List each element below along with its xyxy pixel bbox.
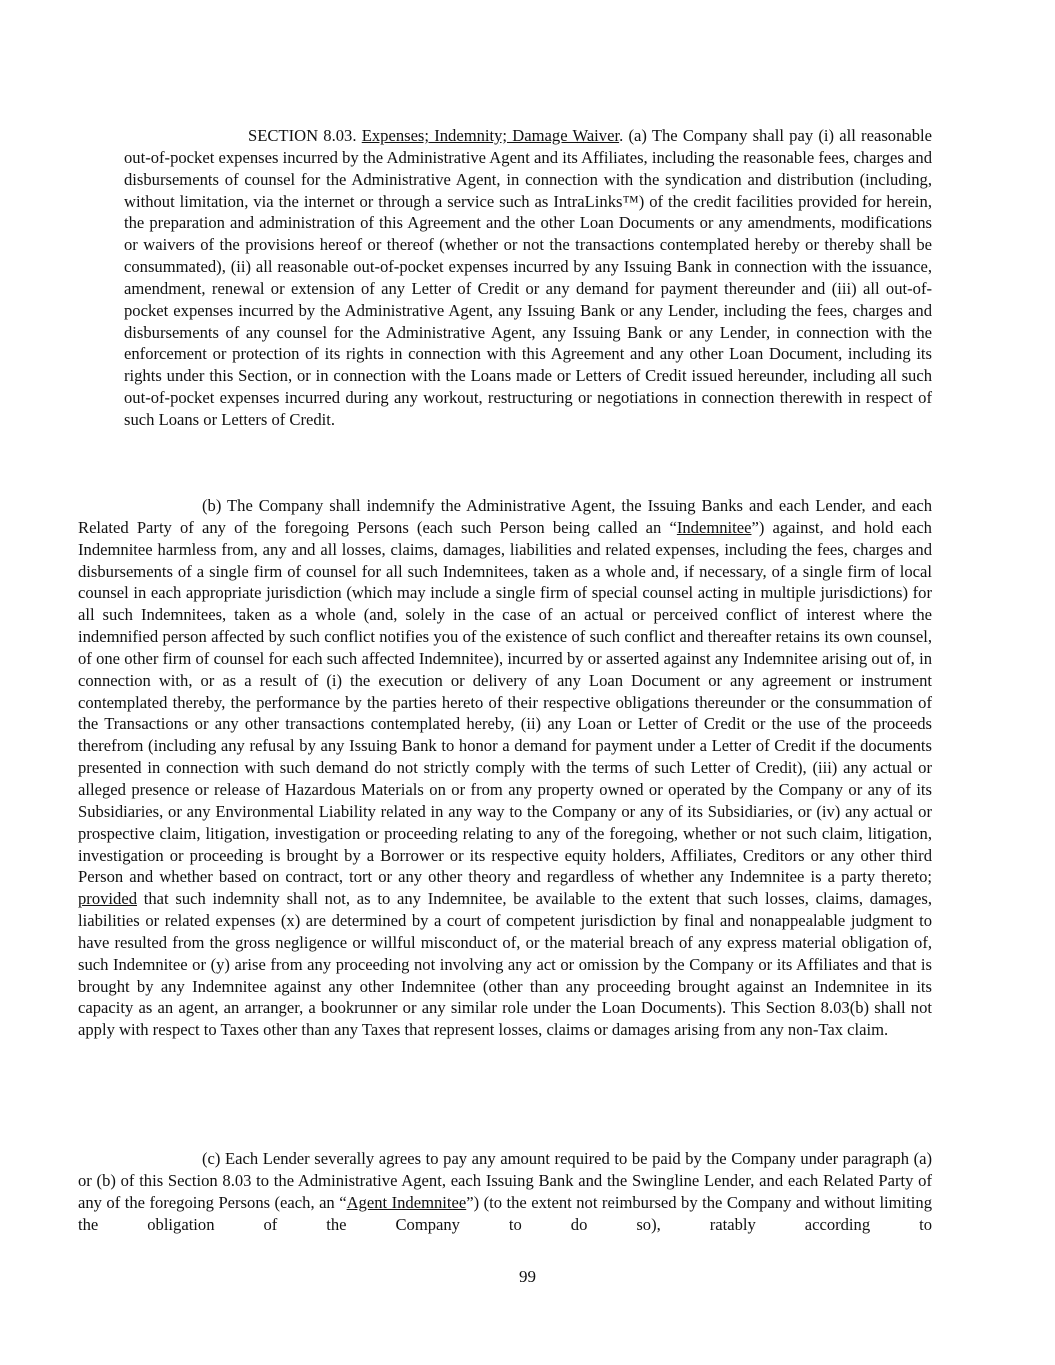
defined-term-agent-indemnitee: Agent Indemnitee [346, 1192, 467, 1212]
paragraph-section-8-03-c [78, 1148, 932, 1235]
paragraph-b-text-3: that such indemnity shall not, as to any Indemnitee, be available to the extent that such losses, claims, damages, liabilities or related expenses (x) are determined by a court of competent jurisdiction by final and nonappealable judgment to have resulted from the gross negligence or willful misconduct of, or the material breach of any express material obligation of, such Indemnitee or (y) arise from any proceeding not involving any act or omission by the Company or its Affiliates and that is brought by any Indemnitee against any other Indemnitee (other than any proceeding brought against an Indemnitee in its capacity as an agent, an arranger, a bookrunner or any similar role under the Loan Documents). This Section 8.03(b) shall not apply with respect to Taxes other than any Taxes that represent losses, claims or damages arising from any non-Tax claim. [78, 889, 932, 1040]
paragraph-section-8-03-a [124, 125, 932, 431]
defined-term-indemnitee: Indemnitee [676, 517, 752, 537]
page-number: 99 [519, 1267, 536, 1286]
paragraph-section-8-03-b [78, 495, 932, 1041]
section-title: Expenses; Indemnity; Damage Waiver [361, 126, 620, 145]
paragraph-a-label: . (a) [619, 126, 652, 145]
proviso-term: provided [78, 889, 137, 909]
paragraph-b-text-2: ”) against, and hold each Indemnitee harmless from, any and all losses, claims, damages, liabilities and related expenses, including the fees, charges and disbursements of a single firm of counsel for all such Indemnitees, taken as a whole and, if necessary, of a single firm of local counsel in each appropriate jurisdiction (which may include a single firm of special counsel acting in multiple jurisdictions) for all such Indemnitees, taken as a whole (and, solely in the case of an actual or perceived conflict of interest where the indemnified person affected by such conflict notifies you of the existence of such conflict and thereafter retains its own counsel, of one other firm of counsel for each such affected Indemnitee), incurred by or asserted against any Indemnitee arising out of, in connection with, or as a result of (i) the execution or delivery of any Loan Document or any agreement or instrument contemplated thereby, the performance by the parties hereto of their respective obligations thereunder or the consummation of the Transactions or any other transactions contemplated hereby, (ii) any Loan or Letter of Credit or the use of the proceeds therefrom (including any refusal by any Issuing Bank to honor a demand for payment under a Letter of Credit if the documents presented in connection with such demand do not strictly comply with the terms of such Letter of Credit), (iii) any actual or alleged presence or release of Hazardous Materials on or from any property owned or operated by the Company or any of its Subsidiaries, or any Environmental Liability related in any way to the Company or any of its Subsidiaries, or (iv) any actual or prospective claim, litigation, investigation or proceeding relating to any of the foregoing, whether or not such claim, litigation, investigation or proceeding is brought by a Borrower or its respective equity holders, Affiliates, Creditors or any other third Person and whether based on contract, tort or any other theory and regardless of whether any Indemnitee is a party thereto; [78, 517, 932, 887]
paragraph-c-text-1: (c) Each Lender severally agrees to pay any amount required to be paid by the Company under paragraph (a) or (b) of this Section 8.03 to the Administrative Agent, each Issuing Bank and the Swingline Lender, and each Related Party of any of the foregoing Persons (each, an “ [78, 1149, 932, 1212]
paragraph-c-text-2: ”) (to the extent not reimbursed by the Company and without limiting the obligation of the Company to do so), ratably according to [78, 1192, 933, 1234]
paragraph-b-text-1: (b) The Company shall indemnify the Administrative Agent, the Issuing Banks and each Lender, and each Related Party of any of the foregoing Persons (each such Person being called an “ [78, 496, 932, 537]
section-heading: SECTION 8.03. [248, 126, 357, 145]
paragraph-a-body: The Company shall pay (i) all reasonable out-of-pocket expenses incurred by the Administrative Agent and its Affiliates, including the reasonable fees, charges and disbursements of counsel for the Administrative Agent, in connection with the syndication and distribution (including, without limitation, via the internet or through a service such as IntraLinks™) of the credit facilities provided for herein, the preparation and administration of this Agreement and the other Loan Documents or any amendments, modifications or waivers of the provisions hereof or thereof (whether or not the transactions contemplated hereby or thereby shall be consummated), (ii) all reasonable out-of-pocket expenses incurred by any Issuing Bank in connection with the issuance, amendment, renewal or extension of any Letter of Credit or any demand for payment thereunder and (iii) all out-of-pocket expenses incurred by the Administrative Agent, any Issuing Bank or any Lender, including the fees, charges and disbursements of any counsel for the Administrative Agent, any Issuing Bank or any Lender, in connection with the enforcement or protection of its rights in connection with this Agreement and any other Loan Document, including its rights under this Section, or in connection with the Loans made or Letters of Credit issued hereunder, including all such out-of-pocket expenses incurred during any workout, restructuring or negotiations in connection therewith in respect of such Loans or Letters of Credit. [124, 126, 933, 429]
